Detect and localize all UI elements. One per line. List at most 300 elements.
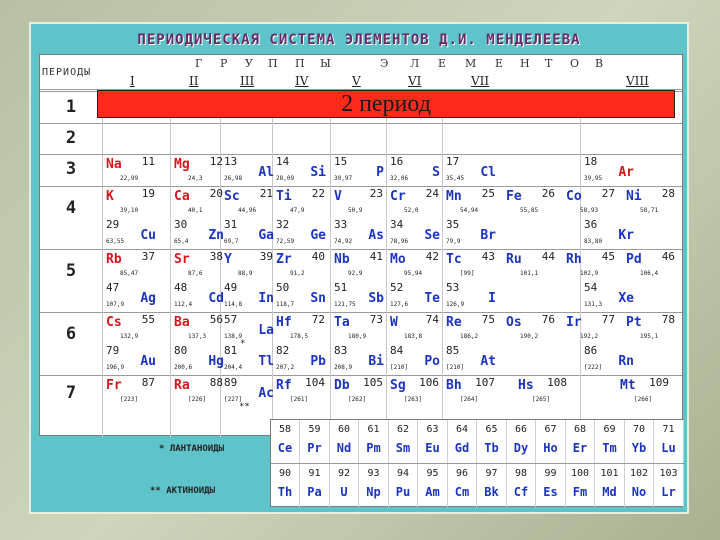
element-cell[interactable] (582, 155, 636, 183)
atomic-number: 36 (584, 218, 598, 231)
element-symbol: Ta (334, 314, 350, 330)
element-symbol: Hs (518, 377, 534, 393)
element-cell[interactable] (444, 250, 498, 278)
element-cell[interactable] (222, 344, 276, 372)
atomic-mass: 22,99 (120, 175, 139, 182)
atomic-number: 105 (363, 375, 383, 389)
atomic-mass: 28,09 (276, 175, 295, 182)
actinide-cell[interactable] (625, 464, 654, 507)
lanthanide-cell[interactable] (596, 420, 625, 463)
element-cell[interactable] (564, 250, 618, 278)
element-symbol: Cr (390, 188, 406, 204)
atomic-mass: 183,8 (404, 332, 423, 340)
atomic-mass: 40,1 (188, 206, 203, 214)
element-cell[interactable] (274, 313, 328, 341)
element-cell[interactable] (222, 218, 276, 246)
element-cell[interactable] (444, 187, 498, 215)
element-symbol: Rf (276, 377, 292, 393)
atomic-number: 77 (601, 312, 615, 326)
atomic-mass: [262] (348, 395, 367, 403)
atomic-number: 92 (337, 468, 351, 479)
atomic-number: 44 (541, 249, 555, 263)
element-cell[interactable] (172, 155, 226, 183)
element-symbol: Pb (310, 354, 326, 369)
groups-word-letter: Е (495, 57, 504, 70)
atomic-mass: [222] (584, 364, 603, 371)
element-symbol: I (488, 291, 496, 306)
atomic-number: 84 (390, 344, 404, 357)
atomic-mass: 65,4 (174, 238, 189, 245)
period-number: 2 (65, 128, 77, 148)
groups-word-letter: Л (410, 57, 420, 70)
element-cell[interactable] (444, 218, 498, 246)
atomic-number: 58 (278, 424, 292, 435)
element-symbol: Fr (106, 377, 122, 393)
element-cell[interactable] (222, 250, 276, 278)
element-cell[interactable] (222, 281, 276, 309)
atomic-number: 69 (603, 424, 616, 435)
element-symbol: Pd (626, 251, 642, 267)
element-symbol: Rh (566, 251, 582, 267)
element-cell[interactable] (388, 344, 442, 372)
atomic-number: 70 (632, 424, 646, 435)
element-symbol: Rn (618, 354, 634, 369)
element-cell[interactable] (172, 281, 226, 309)
atomic-number: 48 (174, 281, 188, 294)
element-symbol: V (334, 188, 342, 204)
atomic-mass: [99] (460, 269, 475, 277)
atomic-number: 21 (259, 186, 273, 200)
atomic-number: 80 (174, 344, 188, 357)
element-cell[interactable] (172, 344, 226, 372)
atomic-number: 24 (425, 186, 439, 200)
element-cell[interactable] (388, 313, 442, 341)
element-cell[interactable] (388, 376, 442, 404)
element-symbol: Cf (513, 485, 529, 499)
atomic-number: 33 (334, 218, 348, 231)
atomic-mass: 127,6 (390, 301, 409, 308)
element-symbol: In (258, 291, 274, 306)
atomic-mass: 192,2 (580, 332, 599, 340)
actinide-cell[interactable] (478, 464, 507, 507)
lanthanide-cell[interactable] (419, 420, 448, 463)
element-cell[interactable] (624, 250, 678, 278)
element-symbol: Ir (566, 314, 582, 330)
group-number: I (130, 74, 135, 88)
group-number: IV (295, 74, 309, 88)
element-symbol: Ag (140, 291, 156, 306)
element-cell[interactable] (504, 187, 558, 215)
groups-word-letter: П (268, 57, 278, 70)
atomic-number: 88 (209, 375, 223, 389)
element-cell[interactable] (444, 313, 498, 341)
atomic-number: 23 (369, 186, 383, 200)
lanthanide-cell[interactable] (330, 420, 359, 463)
element-symbol: Pt (626, 314, 642, 330)
atomic-number: 66 (514, 424, 528, 435)
atomic-number: 34 (390, 218, 404, 231)
column-divider (102, 91, 103, 437)
element-symbol: Pu (395, 485, 411, 499)
period-number: 5 (65, 261, 77, 281)
element-symbol: Si (310, 165, 326, 180)
atomic-mass: 35,45 (446, 175, 465, 182)
atomic-number: 68 (573, 424, 587, 435)
atomic-mass: 91,2 (290, 269, 305, 277)
lanthanide-cell[interactable] (478, 420, 507, 463)
group-number: V (352, 74, 361, 88)
element-symbol: Ho (543, 441, 558, 455)
element-symbol: Bh (446, 377, 462, 393)
element-cell[interactable] (332, 313, 386, 341)
element-cell[interactable] (332, 281, 386, 309)
atomic-number: 61 (367, 424, 380, 435)
atomic-number: 38 (209, 249, 223, 263)
element-symbol: Sm (395, 441, 411, 455)
element-symbol: Eu (425, 441, 440, 455)
atomic-number: 74 (425, 312, 439, 326)
element-cell[interactable] (444, 344, 498, 372)
lanthanide-cell[interactable] (389, 420, 418, 463)
element-cell[interactable] (274, 155, 328, 183)
atomic-number: 52 (390, 281, 404, 294)
groups-word-letter: Р (220, 57, 228, 70)
element-symbol: Cd (208, 291, 224, 306)
element-symbol: Bk (484, 485, 499, 499)
atomic-number: 96 (455, 468, 469, 479)
lanthanide-cell[interactable] (507, 420, 536, 463)
element-cell[interactable] (332, 187, 386, 215)
atomic-number: 89 (224, 375, 238, 389)
column-divider (170, 91, 171, 437)
element-cell[interactable] (222, 376, 276, 404)
actinide-cell[interactable] (360, 464, 389, 507)
lanthanide-cell[interactable] (360, 420, 389, 463)
lanthanide-marker: * (240, 339, 246, 349)
atomic-mass: 58,71 (640, 206, 659, 214)
groups-word-letter: Н (520, 57, 530, 70)
atomic-mass: [227] (224, 395, 243, 403)
actinide-cell[interactable] (301, 464, 330, 507)
actinide-cell[interactable] (419, 464, 448, 507)
element-symbol: Ge (310, 228, 326, 243)
element-cell[interactable] (104, 313, 158, 341)
element-cell[interactable] (388, 250, 442, 278)
atomic-mass: 87,6 (188, 269, 203, 277)
element-cell[interactable] (222, 155, 276, 183)
element-cell[interactable] (332, 218, 386, 246)
period-number: 4 (65, 198, 77, 218)
lanthanide-cell[interactable] (625, 420, 654, 463)
lanthanide-cell[interactable] (448, 420, 477, 463)
atomic-number: 62 (396, 424, 410, 435)
atomic-number: 22 (311, 186, 325, 200)
atomic-number: 99 (544, 468, 557, 479)
element-symbol: Cu (140, 228, 156, 243)
atomic-mass: 52,0 (404, 206, 419, 214)
atomic-mass: 208,9 (334, 364, 353, 371)
element-cell[interactable] (582, 281, 636, 309)
element-symbol: U (340, 485, 348, 499)
atomic-mass: 95,94 (404, 269, 423, 277)
atomic-mass: 79,9 (446, 238, 461, 245)
atomic-number: 98 (514, 468, 528, 479)
element-cell[interactable] (332, 344, 386, 372)
actinide-cell[interactable] (566, 464, 595, 507)
element-symbol: Xe (618, 291, 634, 306)
element-cell[interactable] (332, 376, 386, 404)
element-symbol: Nb (334, 251, 350, 267)
atomic-number: 91 (308, 468, 321, 479)
atomic-mass: [266] (634, 395, 653, 403)
actinide-cell[interactable] (507, 464, 536, 507)
element-cell[interactable] (444, 155, 498, 183)
element-cell[interactable] (172, 313, 226, 341)
atomic-number: 79 (106, 344, 120, 357)
lanthanide-cell[interactable] (301, 420, 330, 463)
atomic-mass: 74,92 (334, 238, 353, 245)
element-symbol: Sg (390, 377, 406, 393)
atomic-number: 95 (426, 468, 439, 479)
element-symbol: Ca (174, 188, 190, 204)
element-cell[interactable] (624, 187, 678, 215)
element-cell[interactable] (388, 187, 442, 215)
atomic-number: 45 (601, 249, 615, 263)
actinide-cell[interactable] (596, 464, 625, 507)
atomic-number: 97 (485, 468, 498, 479)
element-symbol: Zr (276, 251, 292, 267)
actinide-cell[interactable] (389, 464, 418, 507)
element-symbol: Ru (506, 251, 522, 267)
atomic-number: 102 (629, 468, 649, 479)
atomic-number: 73 (369, 312, 383, 326)
atomic-mass: 106,4 (640, 269, 659, 277)
group-number: III (240, 74, 255, 88)
actinide-cell[interactable] (330, 464, 359, 507)
column-divider (386, 91, 387, 437)
atomic-number: 53 (446, 281, 460, 294)
element-cell[interactable] (104, 218, 158, 246)
atomic-mass: 138,9 (224, 332, 243, 340)
element-cell[interactable] (618, 376, 672, 404)
atomic-mass: 32,06 (390, 175, 409, 182)
element-cell[interactable] (222, 313, 276, 341)
element-cell[interactable] (564, 187, 618, 215)
element-cell[interactable] (624, 313, 678, 341)
element-symbol: Db (334, 377, 350, 393)
groups-word-letter: Э (380, 57, 389, 70)
element-cell[interactable] (172, 376, 226, 404)
atomic-number: 49 (224, 281, 238, 294)
atomic-number: 19 (141, 186, 155, 200)
period-divider (40, 123, 682, 124)
element-symbol: Ni (626, 188, 642, 204)
atomic-number: 35 (446, 218, 460, 231)
atomic-number: 37 (141, 249, 155, 263)
element-symbol: Fe (506, 188, 522, 204)
groups-word-letter: Ы (320, 57, 331, 70)
atomic-number: 39 (259, 249, 273, 263)
atomic-mass: 58,93 (580, 206, 599, 214)
atomic-mass: 195,1 (640, 332, 659, 340)
atomic-number: 18 (584, 155, 598, 168)
atomic-mass: 180,9 (348, 332, 367, 340)
element-symbol: Ac (258, 385, 274, 401)
element-symbol: Po (424, 354, 440, 369)
atomic-number: 71 (662, 424, 675, 435)
element-symbol: Th (277, 485, 293, 499)
atomic-mass: 30,97 (334, 175, 353, 182)
element-cell[interactable] (332, 155, 386, 183)
atomic-number: 72 (311, 312, 325, 326)
atomic-mass: 200,6 (174, 364, 193, 371)
element-symbol: Dy (513, 441, 529, 455)
element-symbol: Os (506, 314, 522, 330)
atomic-number: 90 (278, 468, 292, 479)
column-divider (442, 91, 443, 437)
atomic-mass: 24,3 (188, 175, 203, 182)
group-number: II (189, 74, 199, 88)
element-symbol: Pm (366, 441, 381, 455)
period-number: 7 (65, 383, 77, 403)
atomic-mass: 112,4 (174, 301, 193, 308)
element-cell[interactable] (274, 187, 328, 215)
actinide-cell[interactable] (655, 464, 684, 507)
element-symbol: Am (425, 485, 440, 499)
atomic-mass: 55,85 (520, 206, 539, 214)
element-symbol: Yb (631, 441, 647, 455)
atomic-mass: 137,3 (188, 332, 207, 340)
groups-word-letter: У (245, 57, 253, 70)
lanthanide-cell[interactable] (271, 420, 300, 463)
element-cell[interactable] (274, 250, 328, 278)
element-cell[interactable] (444, 376, 498, 404)
element-cell[interactable] (104, 187, 158, 215)
element-cell[interactable] (172, 250, 226, 278)
element-symbol: Mt (620, 377, 636, 393)
atomic-mass: 50,9 (348, 206, 363, 214)
atomic-number: 87 (141, 375, 155, 389)
atomic-number: 17 (446, 155, 460, 168)
element-symbol: Tm (602, 441, 617, 455)
atomic-number: 31 (224, 218, 238, 231)
element-cell[interactable] (516, 376, 570, 404)
element-cell[interactable] (388, 155, 442, 183)
atomic-mass: [265] (532, 395, 551, 403)
element-symbol: At (480, 354, 496, 369)
element-cell[interactable] (582, 218, 636, 246)
lanthanide-cell[interactable] (655, 420, 684, 463)
atomic-mass: 207,2 (276, 364, 295, 371)
element-symbol: Lr (661, 485, 676, 499)
atomic-mass: 69,7 (224, 238, 239, 245)
atomic-mass: 88,9 (238, 269, 253, 277)
element-cell[interactable] (104, 281, 158, 309)
element-symbol: Gd (454, 441, 470, 455)
atomic-number: 50 (276, 281, 290, 294)
element-cell[interactable] (104, 250, 158, 278)
element-cell[interactable] (388, 218, 442, 246)
element-symbol: Cs (106, 314, 122, 330)
atomic-mass: 83,80 (584, 238, 603, 245)
atomic-number: 108 (547, 375, 567, 389)
element-symbol: Ti (276, 188, 292, 204)
element-cell[interactable] (504, 250, 558, 278)
element-cell[interactable] (444, 281, 498, 309)
actinides-label: ** АКТИНОИДЫ (150, 486, 216, 496)
lanthanide-cell[interactable] (537, 420, 566, 463)
element-cell[interactable] (388, 281, 442, 309)
element-cell[interactable] (582, 344, 636, 372)
element-cell[interactable] (332, 250, 386, 278)
element-cell[interactable] (172, 187, 226, 215)
atomic-mass: [223] (120, 395, 139, 403)
actinide-cell[interactable] (448, 464, 477, 507)
element-cell[interactable] (274, 344, 328, 372)
lanthanide-cell[interactable] (566, 420, 595, 463)
element-symbol: Au (140, 354, 156, 369)
element-symbol: Pa (307, 485, 322, 499)
element-symbol: Sc (224, 188, 240, 204)
element-symbol: Hg (208, 354, 224, 369)
element-symbol: Ce (277, 441, 293, 455)
element-symbol: S (432, 165, 440, 180)
actinide-cell[interactable] (271, 464, 300, 507)
element-symbol: Rb (106, 251, 122, 267)
element-cell[interactable] (274, 376, 328, 404)
atomic-mass: 102,9 (580, 269, 599, 277)
element-cell[interactable] (222, 187, 276, 215)
element-cell[interactable] (274, 218, 328, 246)
groups-word-letter: О (570, 57, 580, 70)
element-cell[interactable] (104, 376, 158, 404)
element-symbol: Tc (446, 251, 462, 267)
atomic-mass: 190,2 (520, 332, 539, 340)
element-symbol: Co (566, 188, 582, 204)
atomic-number: 40 (311, 249, 325, 263)
atomic-mass: [226] (188, 395, 207, 403)
atomic-mass: 186,2 (460, 332, 479, 340)
atomic-number: 29 (106, 218, 120, 231)
atomic-number: 67 (544, 424, 557, 435)
element-cell[interactable] (504, 313, 558, 341)
atomic-mass: 72,59 (276, 238, 295, 245)
atomic-number: 41 (369, 249, 383, 263)
atomic-number: 15 (334, 155, 348, 168)
atomic-mass: 196,9 (106, 364, 125, 371)
element-cell[interactable] (564, 313, 618, 341)
actinide-cell[interactable] (537, 464, 566, 507)
atomic-mass: 114,8 (224, 301, 243, 308)
atomic-number: 63 (426, 424, 439, 435)
element-cell[interactable] (104, 344, 158, 372)
element-symbol: Cm (454, 485, 470, 499)
element-symbol: Re (446, 314, 462, 330)
element-symbol: Br (480, 228, 496, 243)
atomic-number: 78 (661, 312, 675, 326)
element-cell[interactable] (172, 218, 226, 246)
atomic-mass: [263] (404, 395, 423, 403)
element-cell[interactable] (104, 155, 158, 183)
atomic-number: 81 (224, 344, 238, 357)
element-symbol: Hf (276, 314, 292, 330)
atomic-mass: 85,47 (120, 269, 139, 277)
element-symbol: No (631, 485, 647, 499)
lanthanides-label: * ЛАНТАНОИДЫ (159, 444, 225, 454)
atomic-number: 93 (367, 468, 380, 479)
element-cell[interactable] (274, 281, 328, 309)
atomic-number: 104 (305, 375, 325, 389)
